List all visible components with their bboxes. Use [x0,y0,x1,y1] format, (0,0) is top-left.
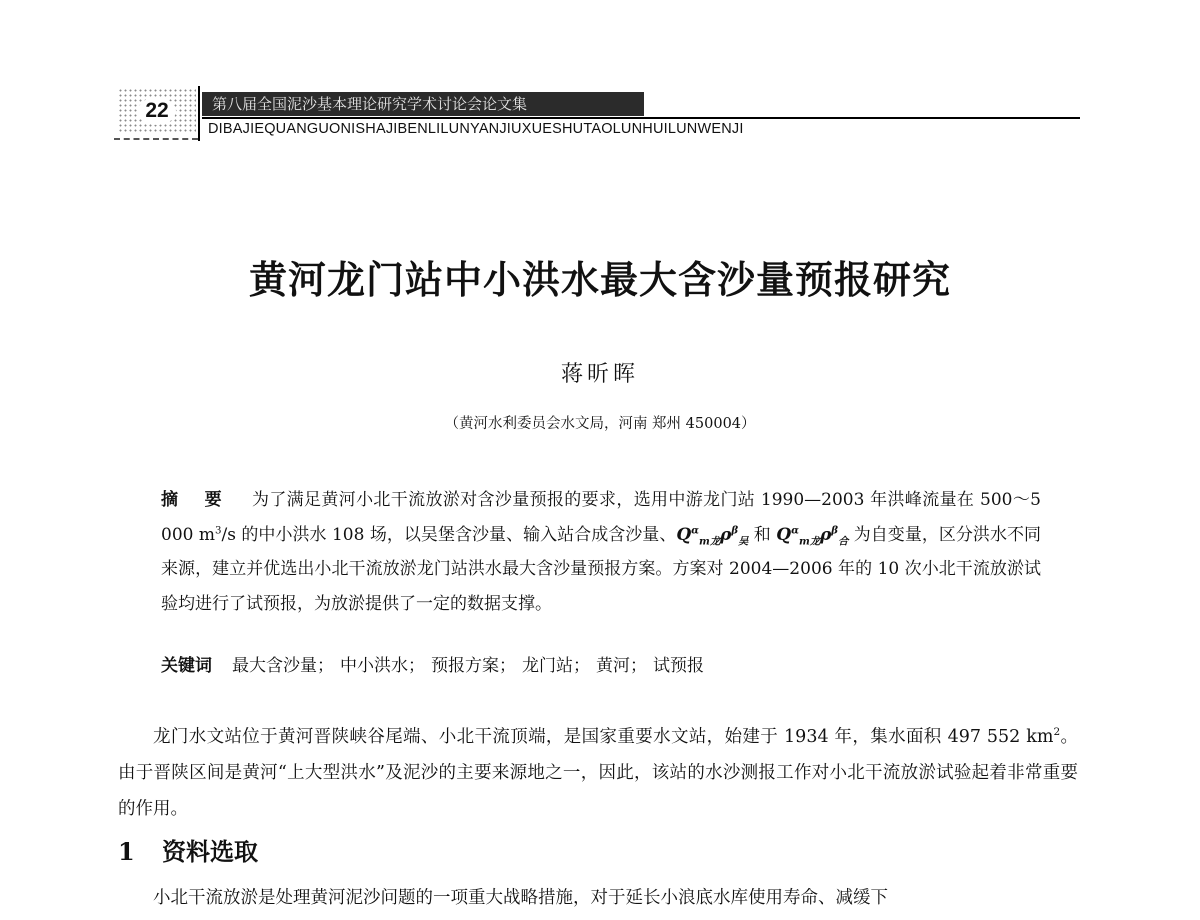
intro-text-1: 龙门水文站位于黄河晋陕峡谷尾端、小北干流顶端，是国家重要水文站，始建于 1934 年，集水面积 497 552 km [153,727,1054,747]
keyword-item: 黄河 [596,656,630,676]
keyword-separator: ； [630,656,647,676]
var-rho-combined: $\rho^\beta_合$ [819,523,849,547]
paper-author: 蒋昕晖 [560,362,639,387]
keyword-separator: ； [317,656,334,676]
header-rule [202,117,1080,119]
section-paragraph: 小北干流放淤是处理黄河泥沙问题的一项重大战略措施，对于延长小浪底水库使用寿命、减缓下 [153,888,888,908]
intro-text-2: 。由于晋陕区间是黄河“上大型洪水”及泥沙的主要来源地之一，因此，该站的水沙测报工作对小北干流放淤试验起着非常重要的作用。 [118,727,1079,819]
abstract-text-2: /s 的中小洪水 108 场，以吴堡含沙量、输入站合成含沙量、 [221,524,677,545]
paper-title: 黄河龙门站中小洪水最大含沙量预报研究 [248,257,951,302]
var-q-longmen-1: $Q^\alpha_{m龙}$ [676,523,721,547]
keyword-item: 试预报 [653,656,704,676]
author-affiliation: （黄河水利委员会水文局，河南 郑州 450004） [444,416,756,432]
keyword-item: 龙门站 [522,656,573,676]
abstract-text-1: 为了满足黄河小北干流放淤对含沙量预报的要求，选用中游龙门站 1990—2003 年洪峰流量在 500～5 000 m [161,490,1041,545]
section-heading [118,834,258,870]
keyword-separator: ； [573,656,590,676]
abstract-label: 摘 要 [161,490,232,510]
keywords [161,650,1041,682]
keywords-label: 关键词 [161,656,212,676]
keyword-item: 中小洪水 [340,656,408,676]
var-rho-wubao: $\rho^\beta_吴$ [720,523,749,547]
section-number: 1 [118,837,135,866]
header-vertical-rule [198,86,200,141]
keyword-separator: ； [408,656,425,676]
var-q-longmen-2: $Q^\alpha_{m龙}$ [776,523,820,547]
section-title: 资料选取 [162,837,258,866]
unit-superscript: 3 [215,524,222,536]
keyword-item: 预报方案 [431,656,499,676]
intro-paragraph [118,719,1078,827]
series-pinyin: DIBAJIEQUANGUONISHAJIBENLILUNYANJIUXUESHUTAOLUNHUILUNWENJI [208,121,744,137]
keyword-item: 最大含沙量 [232,656,317,676]
keyword-separator: ； [499,656,516,676]
area-unit-superscript: 2 [1053,726,1061,739]
page-number-dash-rule [114,138,198,140]
page-number: 22 [138,97,176,125]
abstract [161,483,1041,621]
abstract-text-3: 为自变量，区分洪水不同来源，建立并优选出小北干流放淤龙门站洪水最大含沙量预报方案。方案对 2004—2006 年的 10 次小北干流放淤试验均进行了试预报，为放淤提供了一定的数据支撑。 [161,524,1042,614]
abstract-and: 和 [748,524,777,545]
series-title: 第八届全国泥沙基本理论研究学术讨论会论文集 [202,92,644,116]
